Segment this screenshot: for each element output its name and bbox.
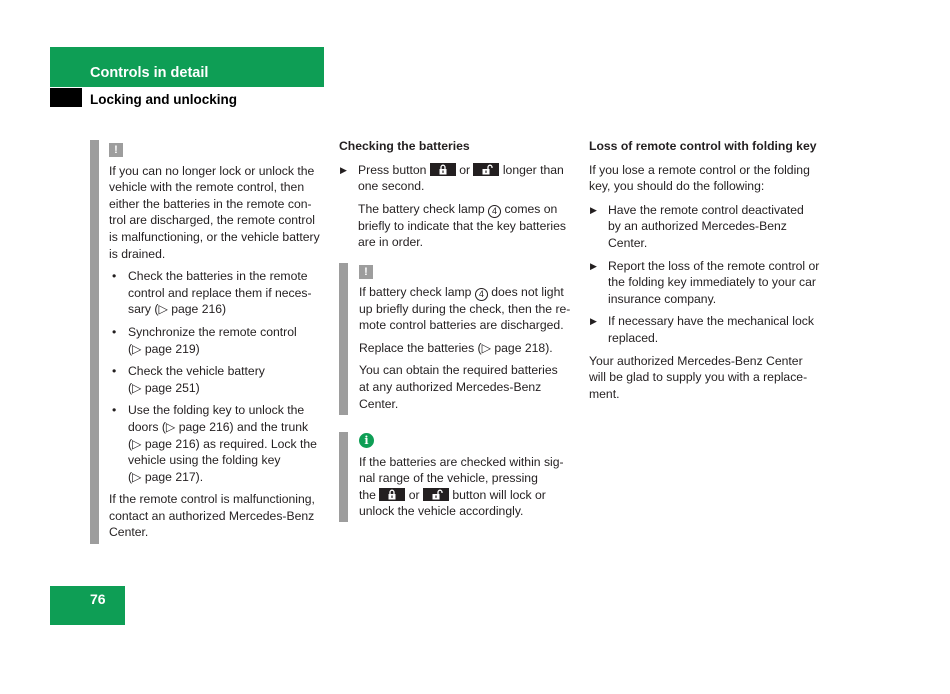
right-column [589,138,834,402]
checking-batteries-heading: Checking the batteries [339,139,470,153]
bullet-icon: • [112,403,117,418]
list-item: ▶ Have the remote control deactivated by an authorized Mercedes-Benz Center. [590,202,804,250]
warning-text: If battery check lamp 4 does not light up briefly during the check, then the re- mote control batteries are discharged. [359,284,571,333]
check-steps [339,162,579,195]
list-item: • Check the batteries in the remote control and replace them if neces- sary (▷ page 216) [112,269,312,317]
unlock-button-icon [423,488,449,501]
list-item: • Use the folding key to unlock the doors (▷ page 216) and the trunk (▷ page 216) as required. Lock the vehicle using the folding key (▷ page 217). [112,403,317,484]
bullet-icon: • [112,269,117,284]
loss-closing-text: Your authorized Mercedes-Benz Center will be glad to supply you with a replace- ment. [589,353,808,401]
list-item: ▶ If necessary have the mechanical lock replaced. [590,314,814,345]
warning-notice-left [90,140,326,544]
list-item: ▶ Report the loss of the remote control or the folding key immediately to your car insurance company. [590,258,820,306]
unlock-button-icon [473,163,499,176]
warning-notice-middle [339,263,579,415]
info-icon: i [359,433,374,448]
warning-icon: ! [359,265,373,279]
arrow-icon: ▶ [590,260,597,271]
page-number-box [50,586,125,625]
closing-text: If the remote control is malfunctioning, contact an authorized Mercedes-Benz Center. [109,492,315,540]
bullet-icon: • [112,364,117,379]
replace-batteries-text: Replace the batteries (▷ page 218). [359,340,553,355]
list-item: • Synchronize the remote control (▷ page 219) [112,324,297,356]
list-item: • Check the vehicle battery (▷ page 251) [112,364,265,395]
warning-text: If you can no longer lock or unlock the vehicle with the remote control, then either the batteries in the remote con- trol are discharged, the remote control is malfunctioning, or the vehicle battery is drained. [109,163,320,261]
arrow-icon: ▶ [590,316,597,327]
check-lamp-number: 4 [475,288,488,301]
loss-steps [589,202,834,347]
bullet-icon: • [112,324,117,339]
lock-button-icon [430,163,456,176]
warning-icon: ! [109,143,123,157]
loss-of-remote-heading: Loss of remote control with folding key [589,139,817,153]
page-number: 76 [90,591,106,607]
middle-column [339,138,579,263]
section-header-bar [50,47,324,87]
subsection-marker [50,88,82,107]
list-item: ▶ Press button or longer than one second. [340,162,564,194]
subsection-title: Locking and unlocking [90,92,238,107]
loss-intro-text: If you lose a remote control or the folding key, you should do the following: [589,162,810,194]
info-notice [339,432,579,522]
info-text: If the batteries are checked within sig- nal range of the vehicle, pressing the or button will lock or unlock the vehicle accordingly. [359,454,564,519]
obtain-batteries-text: You can obtain the required batteries at any authorized Mercedes-Benz Center. [359,363,558,411]
lock-button-icon [379,488,405,501]
section-title: Controls in detail [90,65,209,81]
arrow-icon: ▶ [340,164,347,175]
remedy-list [109,268,326,485]
check-lamp-number: 4 [488,205,501,218]
check-lamp-paragraph: The battery check lamp 4 comes on briefly to indicate that the key batteries are in order. [358,201,566,250]
arrow-icon: ▶ [590,204,597,215]
